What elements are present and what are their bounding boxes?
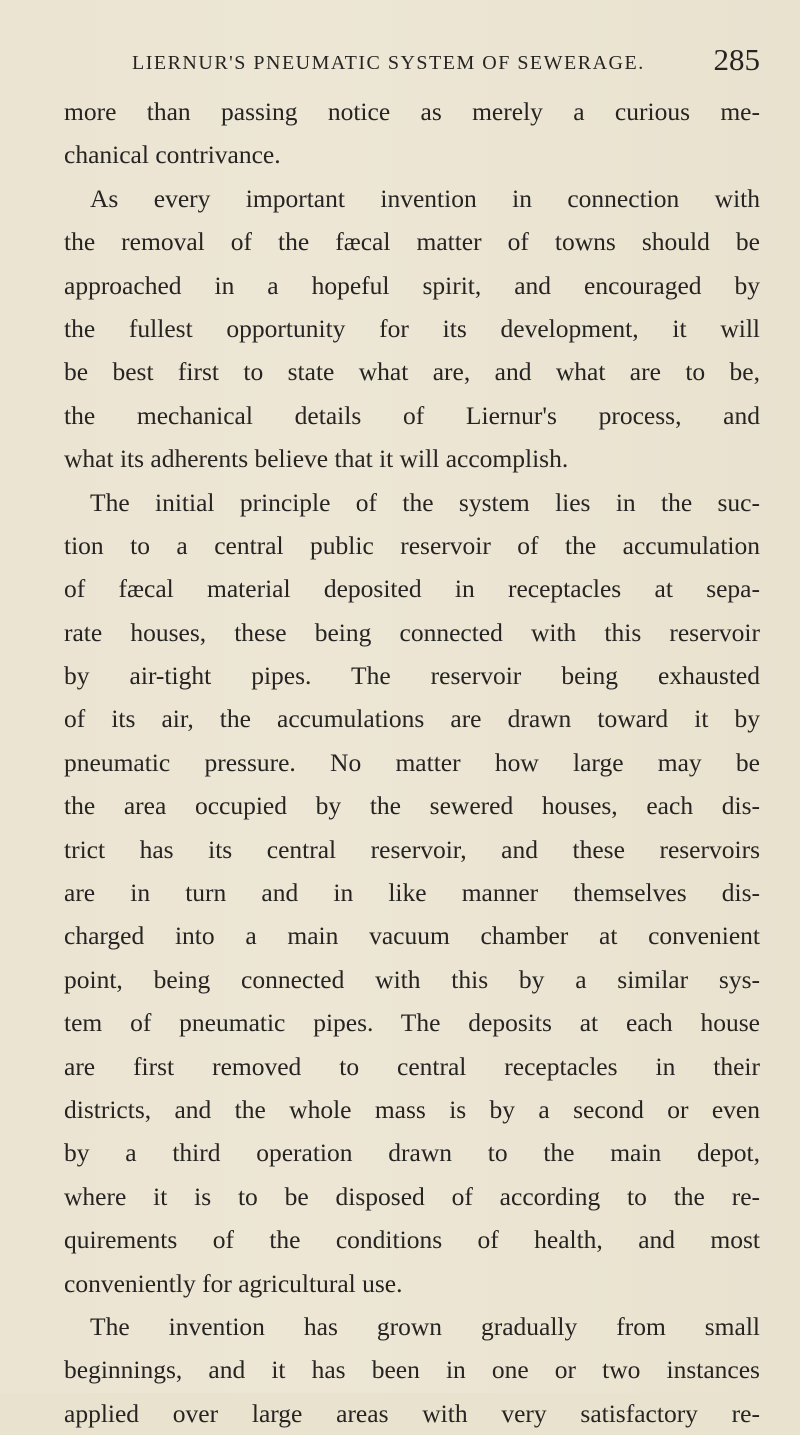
text-line: chanical contrivance. bbox=[64, 140, 281, 170]
page-number: 285 bbox=[713, 42, 760, 77]
text-line: the area occupied by the sewered houses, each dis- bbox=[64, 791, 760, 821]
text-line: by air-tight pipes. The reservoir being exhausted bbox=[64, 661, 760, 691]
text-line: charged into a main vacuum chamber at convenient bbox=[64, 921, 760, 951]
text-line: are first removed to central receptacles in their bbox=[64, 1051, 760, 1081]
text-line: are in turn and in like manner themselves dis- bbox=[64, 878, 760, 908]
text-line: of its air, the accumulations are drawn toward it by bbox=[64, 704, 760, 734]
text-line: the fullest opportunity for its development, it will bbox=[64, 313, 760, 343]
text-line: districts, and the whole mass is by a second or even bbox=[64, 1094, 760, 1124]
text-line: pneumatic pressure. No matter how large may be bbox=[64, 747, 760, 777]
text-line: by a third operation drawn to the main depot, bbox=[64, 1138, 760, 1168]
text-line: The invention has grown gradually from small bbox=[90, 1311, 760, 1341]
running-title: LIERNUR'S PNEUMATIC SYSTEM OF SEWERAGE. bbox=[132, 52, 645, 74]
text-line: As every important invention in connection with bbox=[90, 183, 760, 213]
text-line: tem of pneumatic pipes. The deposits at each house bbox=[64, 1008, 760, 1038]
running-head bbox=[132, 42, 760, 82]
text-line: more than passing notice as merely a curious me- bbox=[64, 97, 760, 126]
text-line: what its adherents believe that it will accomplish. bbox=[64, 444, 569, 474]
text-line: trict has its central reservoir, and these reservoirs bbox=[64, 834, 760, 864]
text-line: where it is to be disposed of according to the re- bbox=[64, 1181, 760, 1211]
text-line: of fæcal material deposited in receptacles at sepa- bbox=[64, 574, 760, 604]
body-text bbox=[64, 90, 760, 1435]
text-line: point, being connected with this by a similar sys- bbox=[64, 964, 760, 994]
text-line: The initial principle of the system lies in the suc- bbox=[90, 487, 760, 517]
text-line: conveniently for agricultural use. bbox=[64, 1268, 403, 1298]
text-line: the removal of the fæcal matter of towns should be bbox=[64, 227, 760, 257]
text-line: tion to a central public reservoir of the accumulation bbox=[64, 530, 760, 560]
text-line: approached in a hopeful spirit, and encouraged by bbox=[64, 270, 760, 300]
text-line: the mechanical details of Liernur's process, and bbox=[64, 400, 760, 430]
text-line: quirements of the conditions of health, and most bbox=[64, 1225, 760, 1255]
text-line: beginnings, and it has been in one or two instances bbox=[64, 1355, 760, 1385]
text-line: applied over large areas with very satisfactory re- bbox=[64, 1398, 760, 1428]
text-line: rate houses, these being connected with this reservoir bbox=[64, 617, 760, 647]
text-line: be best first to state what are, and what are to be, bbox=[64, 357, 760, 387]
